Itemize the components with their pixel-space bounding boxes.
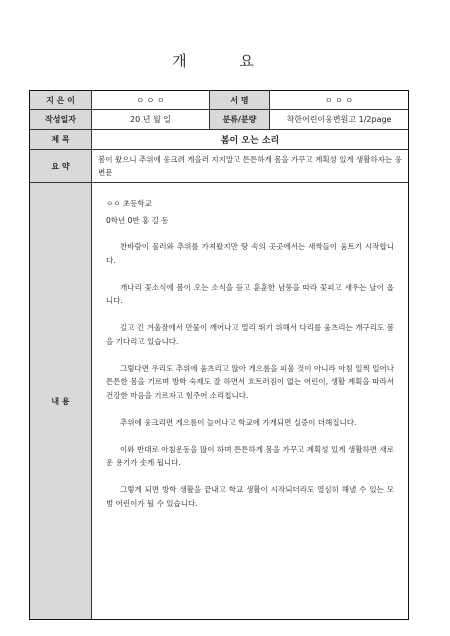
overview-table	[29, 90, 409, 620]
date-label: 작성일자	[30, 110, 92, 129]
summary-label: 요 약	[30, 150, 92, 182]
paragraph: 그렇다면 우리도 추위에 움츠리고 않아 게으름을 피울 것이 아니라 아침 일찍 일어나 튼튼한 몸을 기르며 방학 숙제도 잘 하면서 흐트러짐이 없는 어린이, 생활 계획을 따라서 건강한 마음을 기르자고 힘주어 소리칩니다.	[106, 363, 394, 400]
paragraph: 추위에 웅크리면 게으름이 늘어나고 학교에 가게되면 실증이 더해집니다.	[120, 417, 357, 427]
category-value: 착한어린이웅변원고 1/2page	[286, 115, 392, 124]
school-name: ㅇㅇ 초등학교	[106, 199, 152, 208]
subject-label: 제 목	[30, 130, 92, 149]
content-body	[92, 183, 408, 619]
paragraph: 이와 반대로 아침운동을 많이 하며 튼튼하게 몸을 가꾸고 계획성 있게 생활하면 새로운 용기가 솟게 됩니다.	[106, 444, 394, 467]
content-label: 내 용	[30, 183, 92, 619]
signature-value: ㅇ ㅇ ㅇ	[324, 95, 354, 105]
paragraph: 개나리 꽃소식에 봄이 오는 소식을 듣고 훈훈한 남풍을 따라 꽃피고 새우는 날이 옵니다.	[106, 282, 394, 305]
date-value: 20 년 월 일	[92, 110, 210, 129]
content-row	[30, 183, 408, 619]
author-value: ㅇ ㅇ ㅇ	[92, 91, 210, 109]
subject-value: 봄이 오는 소리	[220, 136, 280, 146]
paragraph: 찬바람이 물러와 추위를 가져왔지만 땅 속의 곳곳에서는 새싹들이 움트기 시작합니다.	[106, 242, 394, 265]
summary-value: 봄이 왔으니 추위에 웅크려 게을러 지지말고 튼튼하게 몸을 가꾸고 계획성 있게 생활하자는 웅변문	[98, 155, 402, 177]
paragraph: 그렇게 되면 방학 생활을 끝내고 학교 생활이 시작되더라도 열심히 해낼 수 있는 모범 어린이가 될 수 있습니다.	[106, 485, 394, 508]
signature-label: 서 명	[210, 91, 270, 109]
author-label: 지 은 이	[30, 91, 92, 109]
author-row	[30, 91, 408, 110]
content-header	[106, 197, 394, 227]
subject-row	[30, 130, 408, 150]
paragraph: 길고 긴 겨울잠에서 만물이 깨어나고 멀리 뛰기 위해서 다리를 움츠리는 개구리도 봄을 기다리고 있습니다.	[106, 323, 394, 346]
page-title: 개 요	[172, 52, 278, 70]
summary-row	[30, 150, 408, 183]
date-row	[30, 110, 408, 130]
category-label: 분류/분량	[210, 110, 270, 129]
student-name: 0학년 0반 홍 길 동	[106, 215, 169, 225]
